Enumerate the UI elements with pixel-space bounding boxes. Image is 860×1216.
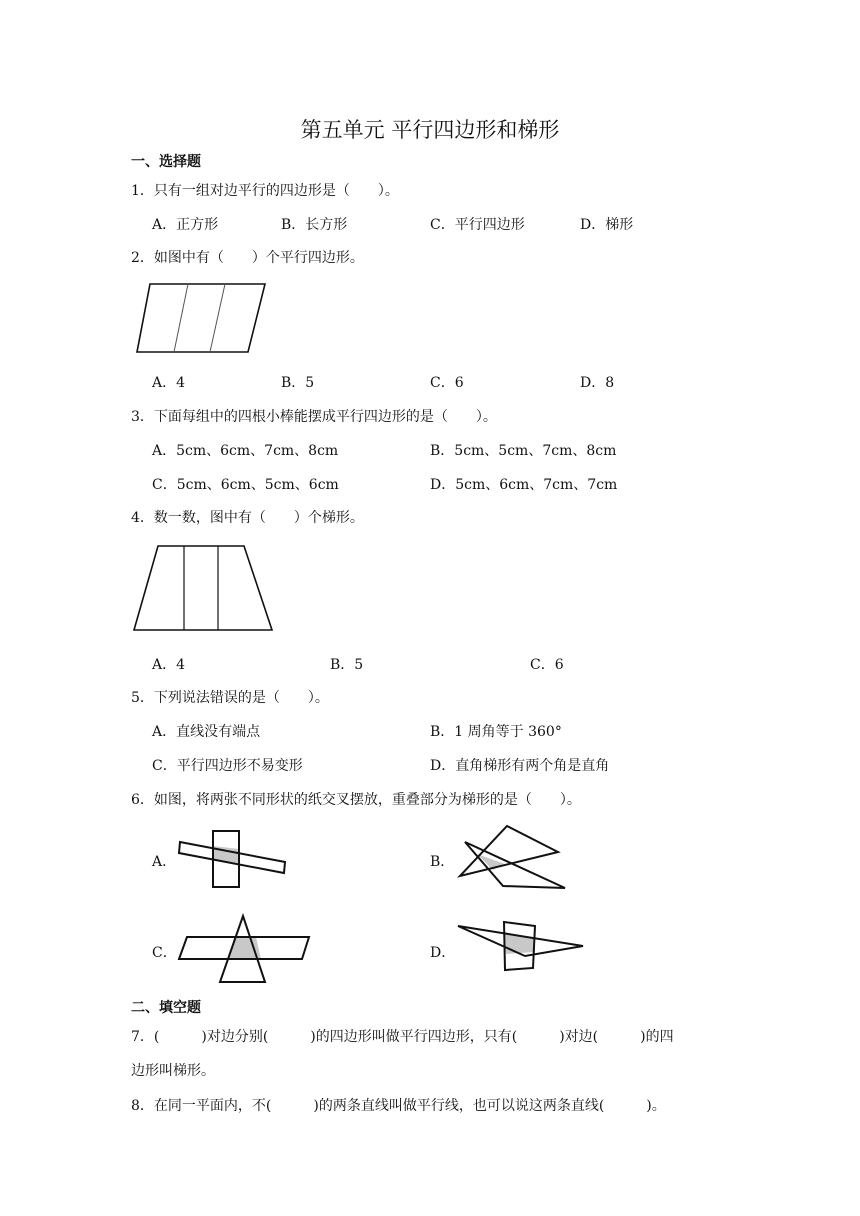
question-6-label-d: D． [430, 945, 456, 961]
question-3-option-b: B．5cm、5cm、7cm、8cm [430, 443, 617, 459]
question-5-option-b: B．1 周角等于 360° [430, 724, 562, 740]
question-6-label-a: A． [152, 854, 177, 870]
question-3-stem: 3．下面每组中的四根小棒能摆成平行四边形的是（ ）。 [131, 409, 497, 425]
question-5-stem: 5．下列说法错误的是（ ）。 [131, 690, 329, 706]
question-6-stem: 6．如图，将两张不同形状的纸交叉摆放，重叠部分为梯形的是（ ）。 [131, 792, 581, 808]
section-choice-heading: 一、选择题 [131, 154, 201, 170]
question-4-stem: 4．数一数，图中有（ ）个梯形。 [131, 510, 364, 526]
question-3-option-c: C．5cm、6cm、5cm、6cm [152, 477, 339, 493]
question-6-figure-c [175, 912, 315, 986]
question-2-stem: 2．如图中有（ ）个平行四边形。 [131, 250, 364, 266]
question-7-line-1: 7．( )对边分别( )的四边形叫做平行四边形，只有( )对边( )的四 [131, 1029, 674, 1045]
question-6-figure-d [455, 918, 590, 978]
question-1-option-c: C．平行四边形 [430, 217, 525, 233]
question-4-option-c: C．6 [530, 657, 564, 673]
question-6-label-c: C． [152, 945, 177, 961]
page-title: 第五单元 平行四边形和梯形 [300, 118, 560, 142]
section-fill-heading: 二、填空题 [131, 1000, 201, 1016]
question-5-option-a: A．直线没有端点 [152, 724, 261, 740]
question-6-figure-a [175, 828, 290, 890]
question-2-option-a: A．4 [152, 375, 186, 391]
question-1-option-d: D．梯形 [580, 217, 634, 233]
question-1-stem: 1．只有一组对边平行的四边形是（ ）。 [131, 183, 399, 199]
question-2-option-c: C．6 [430, 375, 464, 391]
question-1-option-b: B．长方形 [281, 217, 348, 233]
question-2-parallelogram-figure [130, 276, 275, 360]
question-3-option-a: A．5cm、6cm、7cm、8cm [152, 443, 339, 459]
question-5-option-c: C．平行四边形不易变形 [152, 758, 303, 774]
question-7-line-2: 边形叫梯形。 [131, 1063, 215, 1079]
question-6-label-b: B． [430, 854, 455, 870]
question-6-figure-b [455, 822, 570, 894]
question-1-option-a: A．正方形 [152, 217, 219, 233]
question-3-option-d: D．5cm、6cm、7cm、7cm [430, 477, 618, 493]
question-5-option-d: D．直角梯形有两个角是直角 [430, 758, 610, 774]
question-2-option-d: D．8 [580, 375, 615, 391]
question-4-option-b: B．5 [330, 657, 364, 673]
question-2-option-b: B．5 [281, 375, 315, 391]
question-4-option-a: A．4 [152, 657, 186, 673]
question-4-trapezoid-figure [130, 540, 278, 635]
question-8-stem: 8．在同一平面内，不( )的两条直线叫做平行线，也可以说这两条直线( )。 [131, 1098, 666, 1114]
